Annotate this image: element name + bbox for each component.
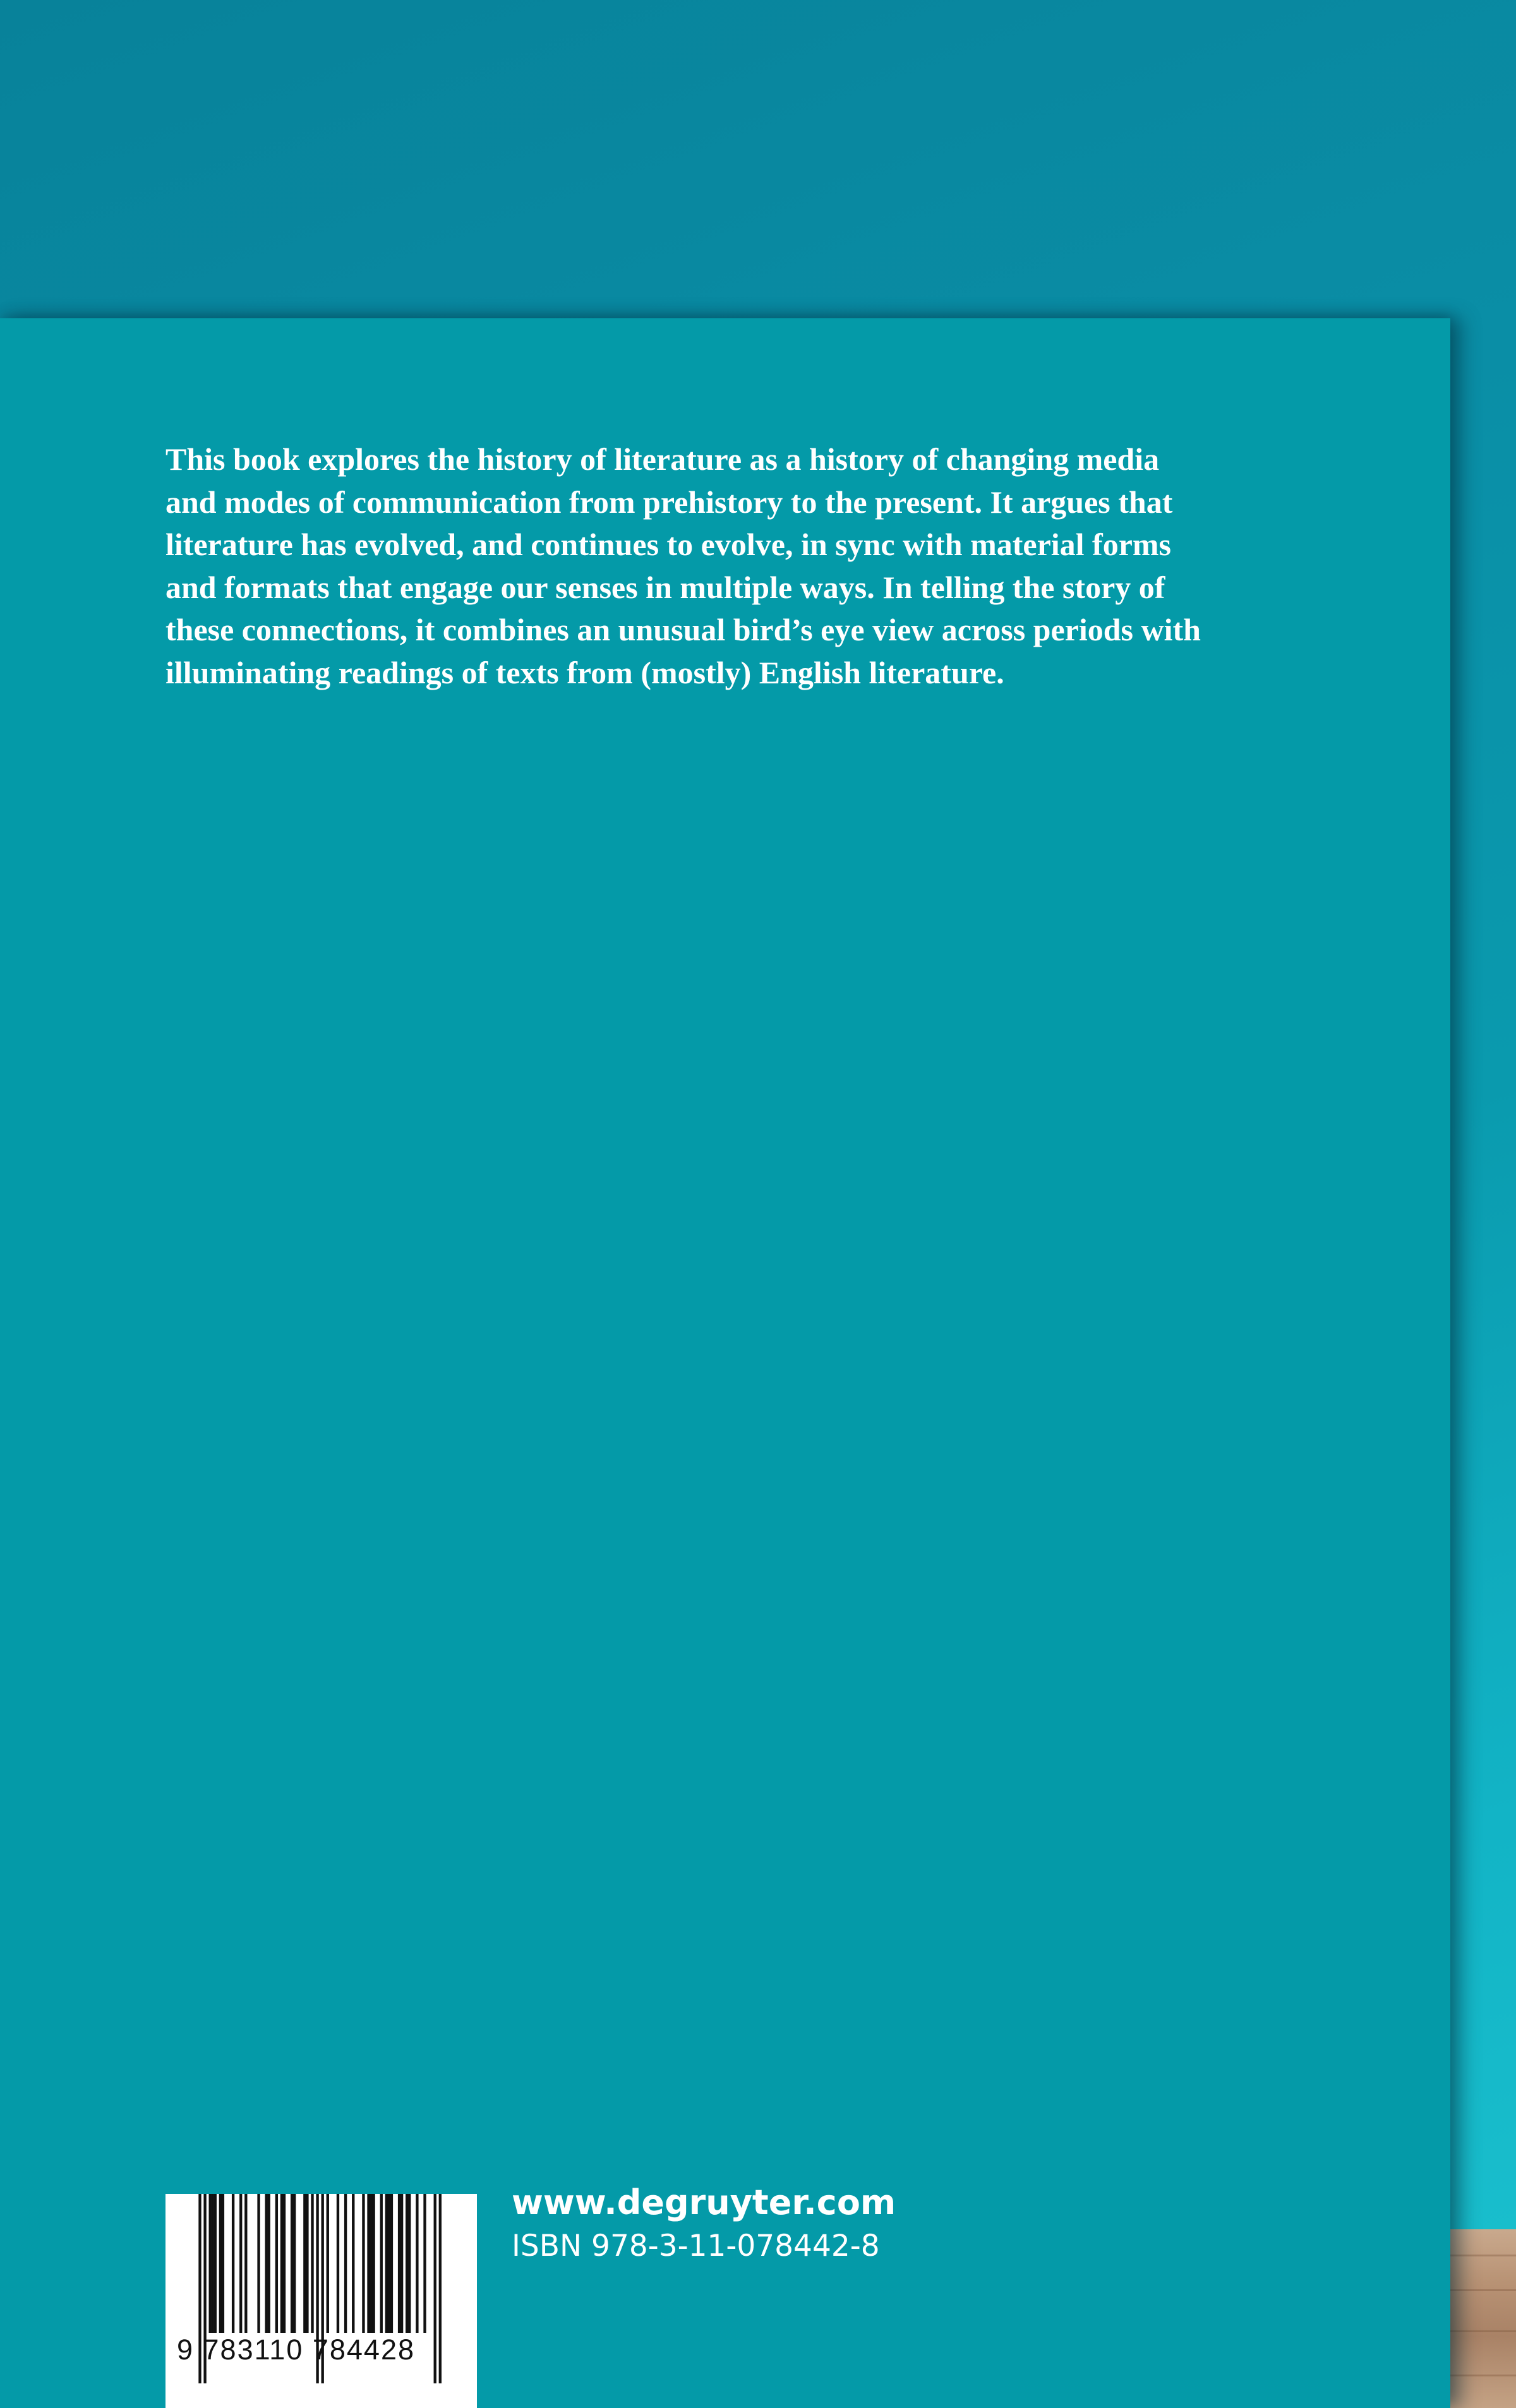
barcode-bar: [380, 2194, 383, 2333]
book-description: This book explores the history of literature as a history of changing media and modes of communication from prehistory to the present. It argues that literature has evolved, and continues to evolve, in sync with material forms and formats that engage our senses in multiple ways. In telling the story of these connections, it combines an unusual bird’s eye view across periods with illuminating readings of texts from (mostly) English literature.: [165, 441, 1201, 690]
barcode-bar: [283, 2194, 286, 2333]
wood-grain: [1440, 2255, 1516, 2256]
barcode-bar: [400, 2194, 403, 2333]
wooden-surface: [1440, 2229, 1516, 2408]
wood-grain: [1440, 2289, 1516, 2291]
barcode-bar: [408, 2194, 411, 2333]
barcode-bar: [239, 2194, 242, 2333]
isbn-number: ISBN 978-3-11-078442-8: [512, 2229, 880, 2263]
book-back-cover: [0, 318, 1450, 2408]
barcode-bar: [244, 2194, 247, 2333]
isbn-barcode: [165, 2194, 477, 2408]
barcode-bar: [370, 2194, 372, 2333]
wood-grain: [1440, 2330, 1516, 2332]
barcode-bar: [390, 2194, 393, 2333]
wood-grain: [1440, 2375, 1516, 2376]
barcode-bar: [209, 2194, 212, 2333]
barcode-bar: [222, 2194, 224, 2333]
barcode-bar: [306, 2194, 308, 2333]
barcode-bar: [352, 2194, 354, 2333]
barcode-bar: [265, 2194, 268, 2333]
barcode-bar: [367, 2194, 370, 2333]
barcode-bar: [388, 2194, 390, 2333]
barcode-bar: [344, 2194, 347, 2333]
barcode-bar: [280, 2194, 283, 2333]
barcode-bar: [212, 2194, 214, 2333]
barcode-bar: [398, 2194, 400, 2333]
barcode-bar: [423, 2194, 426, 2333]
barcode-bar: [275, 2194, 278, 2333]
barcode-bar: [291, 2194, 293, 2333]
barcode-bar: [337, 2194, 339, 2333]
barcode-bar: [303, 2194, 306, 2333]
barcode-bar: [311, 2194, 313, 2333]
barcode-bar: [214, 2194, 217, 2333]
barcode-bar: [219, 2194, 222, 2333]
barcode-bar: [293, 2194, 296, 2333]
publisher-url: www.degruyter.com: [512, 2183, 896, 2222]
barcode-bar: [268, 2194, 270, 2333]
barcode-bar: [257, 2194, 260, 2333]
barcode-bar: [232, 2194, 234, 2333]
barcode-bar: [327, 2194, 329, 2333]
barcode-digits: 9 783110 784428: [177, 2333, 416, 2366]
barcode-bar: [385, 2194, 388, 2333]
barcode-bar: [372, 2194, 375, 2333]
barcode-bar: [406, 2194, 408, 2333]
barcode-bar: [362, 2194, 364, 2333]
barcode-bar: [416, 2194, 418, 2333]
